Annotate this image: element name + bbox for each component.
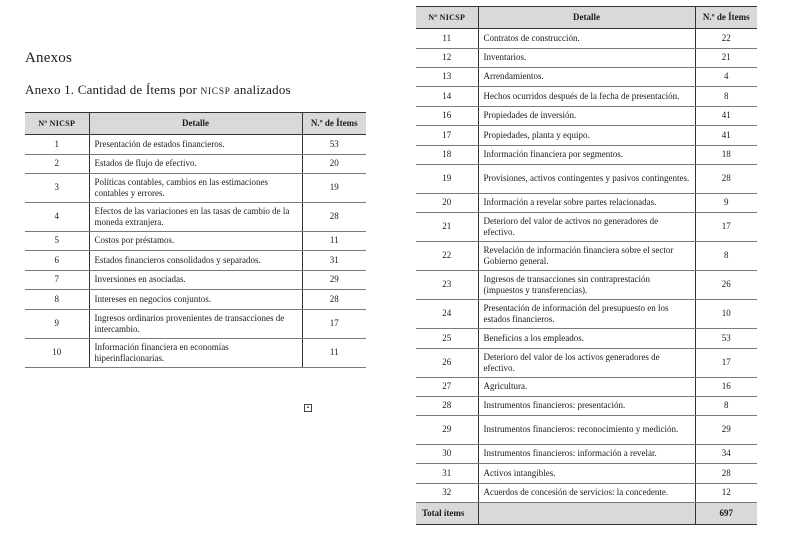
header-items: N.º de Ítems (302, 113, 366, 135)
table-row (416, 146, 757, 165)
row-items: 11 (302, 339, 366, 368)
row-no: 8 (25, 290, 89, 310)
row-items: 12 (695, 484, 757, 503)
row-no: 24 (416, 300, 478, 329)
row-items: 29 (695, 416, 757, 445)
row-items: 16 (695, 378, 757, 397)
row-no: 9 (25, 310, 89, 339)
row-items: 34 (695, 445, 757, 464)
nicsp-table-right (416, 6, 757, 525)
row-detail: Acuerdos de concesión de servicios: la concedente. (478, 484, 695, 503)
table-header-row (416, 7, 757, 29)
row-items: 4 (695, 68, 757, 87)
row-detail: Agricultura. (478, 378, 695, 397)
row-items: 28 (695, 464, 757, 484)
table-header-row (25, 113, 366, 135)
row-no: 7 (25, 271, 89, 290)
row-detail: Deterioro del valor de los activos generadores de efectivo. (478, 349, 695, 378)
row-detail: Intereses en negocios conjuntos. (89, 290, 302, 310)
row-items: 19 (302, 174, 366, 203)
row-detail: Presentación de estados financieros. (89, 135, 302, 155)
row-items: 31 (302, 251, 366, 271)
header-no-nicsp: Nº NICSP (416, 7, 478, 29)
row-no: 29 (416, 416, 478, 445)
row-detail: Propiedades, planta y equipo. (478, 126, 695, 146)
row-detail: Hechos ocurridos después de la fecha de presentación. (478, 87, 695, 107)
row-detail: Propiedades de inversión. (478, 107, 695, 126)
table-row (416, 484, 757, 503)
row-no: 17 (416, 126, 478, 146)
row-detail: Efectos de las variaciones en las tasas de cambio de la moneda extranjera. (89, 203, 302, 232)
row-no: 3 (25, 174, 89, 203)
row-items: 22 (695, 29, 757, 49)
row-no: 25 (416, 329, 478, 349)
row-detail: Inventarios. (478, 49, 695, 68)
table-row (416, 68, 757, 87)
row-items: 20 (302, 155, 366, 174)
row-items: 18 (695, 146, 757, 165)
table-row (25, 290, 366, 310)
row-no: 12 (416, 49, 478, 68)
table-row (416, 242, 757, 271)
row-detail: Información financiera por segmentos. (478, 146, 695, 165)
row-items: 28 (302, 290, 366, 310)
row-no: 20 (416, 194, 478, 213)
row-detail: Arrendamientos. (478, 68, 695, 87)
subheading-suffix: analizados (230, 82, 291, 97)
header-detail: Detalle (478, 7, 695, 29)
row-items: 10 (695, 300, 757, 329)
table-row (416, 464, 757, 484)
row-detail: Información a revelar sobre partes relacionadas. (478, 194, 695, 213)
total-label: Total ítems (416, 503, 478, 525)
row-no: 2 (25, 155, 89, 174)
row-no: 14 (416, 87, 478, 107)
row-detail: Beneficios a los empleados. (478, 329, 695, 349)
table-row (416, 213, 757, 242)
table-row (416, 107, 757, 126)
header-no-nicsp: Nº NICSP (25, 113, 89, 135)
row-detail: Deterioro del valor de activos no generadores de efectivo. (478, 213, 695, 242)
row-detail: Estados de flujo de efectivo. (89, 155, 302, 174)
table-row (416, 300, 757, 329)
table-row (416, 87, 757, 107)
table-row (25, 310, 366, 339)
row-no: 28 (416, 397, 478, 416)
row-items: 29 (302, 271, 366, 290)
row-items: 17 (695, 349, 757, 378)
row-detail: Información financiera en economías hiperinflacionarias. (89, 339, 302, 368)
row-no: 31 (416, 464, 478, 484)
row-no: 11 (416, 29, 478, 49)
table-row (416, 378, 757, 397)
table-row (416, 271, 757, 300)
table-row (416, 349, 757, 378)
row-detail: Ingresos de transacciones sin contraprestación (impuestos y transferencias). (478, 271, 695, 300)
row-items: 9 (695, 194, 757, 213)
table-right-body (416, 29, 757, 503)
table-row (25, 203, 366, 232)
row-no: 22 (416, 242, 478, 271)
row-no: 18 (416, 146, 478, 165)
header-items: N.º de Ítems (695, 7, 757, 29)
table-row (25, 174, 366, 203)
row-no: 27 (416, 378, 478, 397)
subheading-acronym: NICSP (200, 87, 231, 97)
row-items: 41 (695, 107, 757, 126)
row-items: 17 (302, 310, 366, 339)
table-row (416, 194, 757, 213)
annex-subheading (25, 82, 291, 98)
row-items: 41 (695, 126, 757, 146)
row-no: 32 (416, 484, 478, 503)
row-detail: Ingresos ordinarios provenientes de transacciones de intercambio. (89, 310, 302, 339)
row-detail: Instrumentos financieros: presentación. (478, 397, 695, 416)
table-row (25, 155, 366, 174)
table-row (25, 271, 366, 290)
row-detail: Revelación de información financiera sobre el sector Gobierno general. (478, 242, 695, 271)
row-items: 8 (695, 87, 757, 107)
table-row (25, 232, 366, 251)
row-items: 8 (695, 242, 757, 271)
table-row (416, 165, 757, 194)
table-row (416, 126, 757, 146)
total-value: 697 (695, 503, 757, 525)
row-detail: Estados financieros consolidados y separados. (89, 251, 302, 271)
row-no: 10 (25, 339, 89, 368)
row-no: 21 (416, 213, 478, 242)
row-items: 21 (695, 49, 757, 68)
table-left-body (25, 135, 366, 368)
page-heading: Anexos (25, 50, 73, 66)
table-row (416, 329, 757, 349)
row-detail: Inversiones en asociadas. (89, 271, 302, 290)
row-items: 17 (695, 213, 757, 242)
row-items: 53 (695, 329, 757, 349)
row-no: 1 (25, 135, 89, 155)
row-detail: Instrumentos financieros: reconocimiento y medición. (478, 416, 695, 445)
subheading-prefix: Anexo 1. Cantidad de Ítems por (25, 82, 201, 97)
row-no: 6 (25, 251, 89, 271)
table-row (416, 416, 757, 445)
row-items: 11 (302, 232, 366, 251)
table-row (25, 135, 366, 155)
row-items: 28 (302, 203, 366, 232)
table-row (416, 397, 757, 416)
row-no: 16 (416, 107, 478, 126)
row-no: 4 (25, 203, 89, 232)
table-row (25, 251, 366, 271)
row-no: 5 (25, 232, 89, 251)
table-row (416, 29, 757, 49)
page-marker-icon: ▪ (304, 404, 312, 412)
row-detail: Instrumentos financieros: información a revelar. (478, 445, 695, 464)
row-detail: Políticas contables, cambios en las estimaciones contables y errores. (89, 174, 302, 203)
row-detail: Provisiones, activos contingentes y pasivos contingentes. (478, 165, 695, 194)
total-row (416, 503, 757, 525)
total-spacer (478, 503, 695, 525)
table-row (25, 339, 366, 368)
row-items: 8 (695, 397, 757, 416)
row-items: 26 (695, 271, 757, 300)
row-detail: Costos por préstamos. (89, 232, 302, 251)
row-no: 23 (416, 271, 478, 300)
header-detail: Detalle (89, 113, 302, 135)
row-no: 30 (416, 445, 478, 464)
table-row (416, 49, 757, 68)
row-no: 19 (416, 165, 478, 194)
nicsp-table-left (25, 112, 366, 368)
table-row (416, 445, 757, 464)
row-no: 13 (416, 68, 478, 87)
row-items: 53 (302, 135, 366, 155)
row-detail: Activos intangibles. (478, 464, 695, 484)
row-no: 26 (416, 349, 478, 378)
row-items: 28 (695, 165, 757, 194)
row-detail: Contratos de construcción. (478, 29, 695, 49)
row-detail: Presentación de información del presupuesto en los estados financieros. (478, 300, 695, 329)
